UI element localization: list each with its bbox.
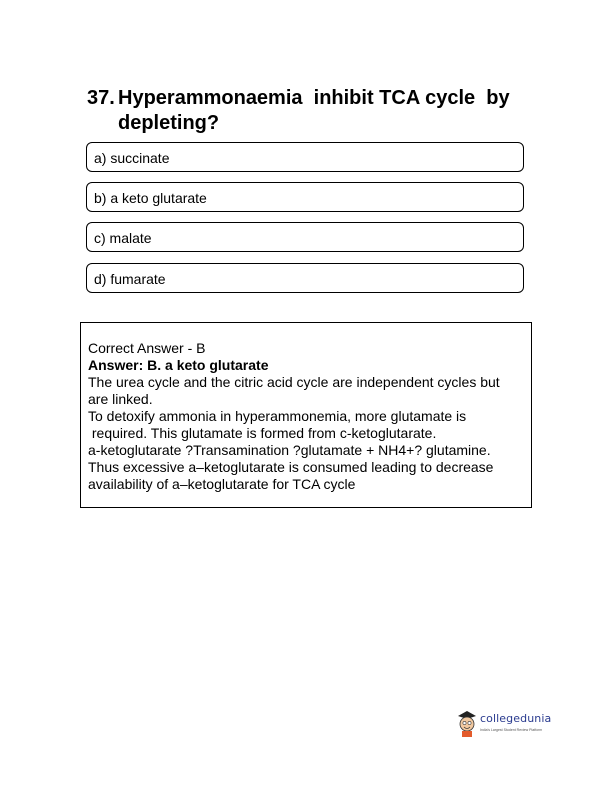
explanation-line: a-ketoglutarate ?Transamination ?glutamate + NH4+? glutamine. — [88, 442, 491, 458]
logo-name: collegedunia — [480, 712, 552, 725]
explanation-line: The urea cycle and the citric acid cycle are independent cycles but — [88, 374, 500, 390]
explanation-line: Thus excessive a–ketoglutarate is consumed leading to decrease — [88, 459, 494, 475]
explanation-line: required. This glutamate is formed from c-ketoglutarate. — [88, 425, 437, 441]
correct-answer-label: Correct Answer - B — [88, 340, 206, 356]
answer-heading: Answer: B. a keto glutarate — [88, 357, 269, 373]
explanation-line: are linked. — [88, 391, 153, 407]
explanation-line: availability of a–ketoglutarate for TCA cycle — [88, 476, 356, 492]
option-b[interactable]: b) a keto glutarate — [86, 182, 524, 212]
option-c[interactable]: c) malate — [86, 222, 524, 252]
mascot-icon — [456, 708, 478, 738]
collegedunia-logo — [456, 708, 566, 742]
option-a[interactable]: a) succinate — [86, 142, 524, 172]
question-number: 37. — [87, 87, 115, 109]
answer-box — [80, 322, 532, 508]
explanation-line: To detoxify ammonia in hyperammonemia, more glutamate is — [88, 408, 467, 424]
logo-tagline: India's Largest Student Review Platform — [480, 728, 543, 732]
question-text: Hyperammonaemia inhibit TCA cycle by depleting? — [118, 87, 510, 134]
option-d[interactable]: d) fumarate — [86, 263, 524, 293]
